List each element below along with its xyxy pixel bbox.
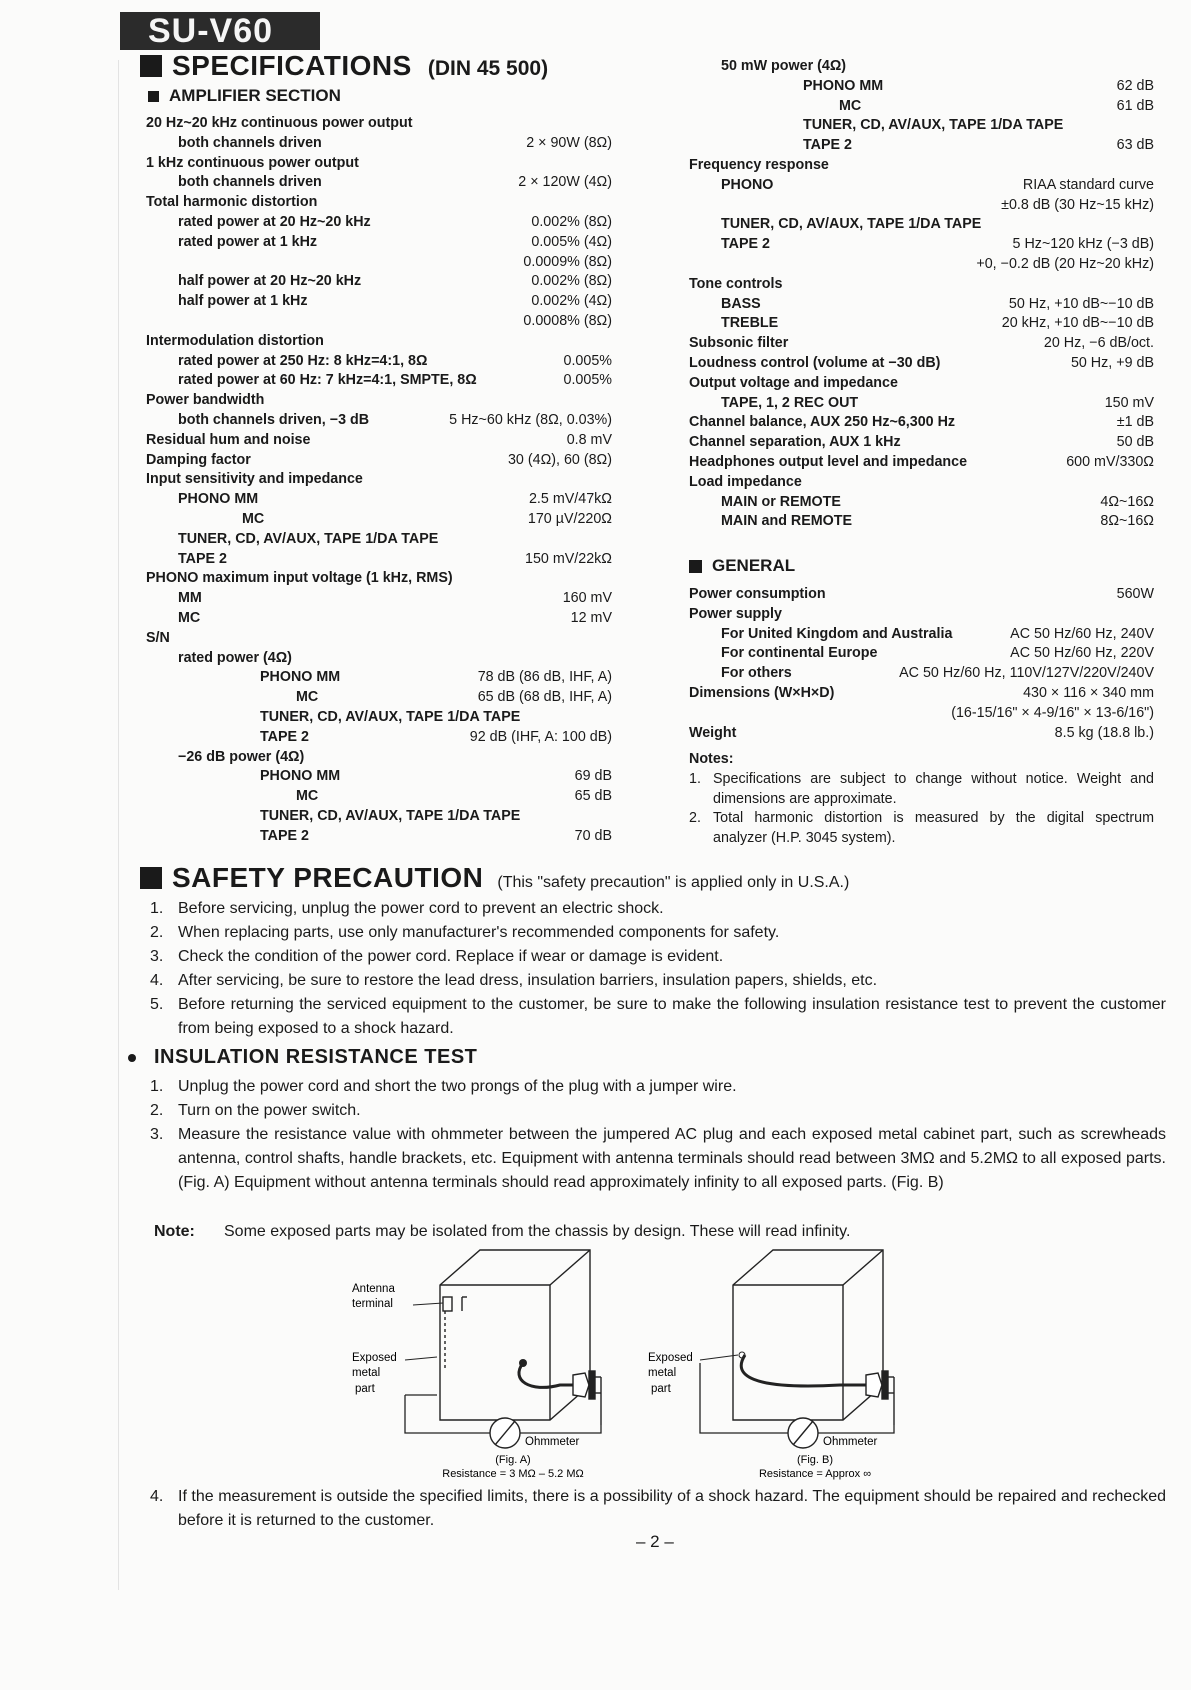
spec-label: TUNER, CD, AV/AUX, TAPE 1/DA TAPE [260,708,521,725]
spec-label: PHONO MM [803,77,884,94]
item-number: 2. [689,810,701,827]
item-number: 1. [689,770,701,787]
item-text: Specifications are subject to change without notice. Weight and dimensions are approximate. [713,770,1154,807]
spec-label: Intermodulation distortion [146,332,324,349]
note-text: Some exposed parts may be isolated from the chassis by design. These will read infinity. [224,1223,851,1240]
power-cord [741,1355,868,1386]
spec-label [146,253,178,273]
spec-row [146,569,612,589]
spec-label: TUNER, CD, AV/AUX, TAPE 1/DA TAPE [178,530,439,547]
ohmmeter-label: Ohmmeter [525,1436,580,1448]
general-spec-list [689,585,1154,743]
spec-label: MAIN or REMOTE [721,493,841,510]
spec-value: 160 mV [562,590,612,607]
note-line [154,1220,1166,1244]
item-text: Unplug the power cord and short the two prongs of the plug with a jumper wire. [178,1078,737,1095]
spec-row [146,629,612,649]
spec-row [146,589,612,609]
spec-value: 70 dB [574,827,612,844]
spec-row [146,154,612,174]
spec-value: 430 × 116 × 340 mm [1023,684,1154,701]
spec-label: MC [296,689,319,706]
spec-row [689,196,1154,216]
spec-row [689,493,1154,513]
spec-label: Tone controls [689,275,783,292]
specifications-title: SPECIFICATIONS [172,50,412,81]
spec-label: both channels driven, −3 dB [178,411,370,428]
spec-row [689,295,1154,315]
spec-row [146,510,612,530]
specifications-heading [140,50,548,82]
exposed-label-3: part [355,1383,375,1395]
spec-label: Headphones output level and impedance [689,453,968,470]
spec-label: TUNER, CD, AV/AUX, TAPE 1/DA TAPE [260,807,521,824]
spec-label: 50 mW power (4Ω) [721,58,847,74]
amplifier-section-heading [148,86,341,106]
numbered-item [150,1485,1166,1533]
spec-value: 50 Hz, +9 dB [1070,354,1154,371]
spec-row [689,394,1154,414]
spec-label: rated power at 20 Hz~20 kHz [178,213,371,230]
power-cord [519,1363,575,1387]
item-text: Total harmonic distortion is measured by the digital spectrum analyzer (H.P. 3045 system). [713,810,1154,847]
spec-value: 92 dB (IHF, A: 100 dB) [469,728,612,745]
item-number: 4. [150,1488,164,1505]
exposed-label-2: metal [648,1367,677,1379]
spec-label [689,196,721,216]
spec-row [146,649,612,669]
spec-label: PHONO [721,176,774,193]
spec-row [689,512,1154,532]
figure-b-resistance: Resistance = Approx ∞ [758,1468,872,1480]
spec-row [689,97,1154,117]
notes-block [689,750,1154,849]
spec-row [146,767,612,787]
spec-row [146,688,612,708]
figure-b-diagram [640,1245,930,1480]
spec-row [146,312,612,332]
spec-label: Output voltage and impedance [689,374,898,391]
item-number: 2. [150,924,164,941]
notes-list [689,770,1154,849]
exposed-leader [700,1355,738,1360]
spec-label: Load impedance [689,473,802,490]
spec-label: Power bandwidth [146,392,265,409]
spec-label: rated power at 60 Hz: 7 kHz=4:1, SMPTE, 8Ω [178,372,477,389]
spec-row [146,193,612,213]
numbered-item [150,945,1166,969]
item-number: 5. [150,996,164,1013]
bullet-icon [128,1054,136,1062]
amplifier-spec-list-continued [689,57,1154,532]
heading-square-icon [140,55,162,77]
heading-square-icon [148,91,159,102]
spec-label: TAPE, 1, 2 REC OUT [721,394,859,411]
spec-value: 12 mV [570,609,612,626]
spec-value: (16-15/16" × 4-9/16" × 13-6/16") [951,704,1154,721]
spec-row [689,704,1154,724]
spec-value: 65 dB (68 dB, IHF, A) [477,689,612,706]
spec-value: 2 × 120W (4Ω) [518,174,612,191]
item-number: 1. [150,1078,164,1095]
spec-row [689,334,1154,354]
spec-value: 0.0009% (8Ω) [523,253,612,270]
spec-label: MC [178,609,201,626]
ac-plug-icon [573,1371,601,1425]
item-number: 4. [150,972,164,989]
safety-heading [140,862,849,894]
spec-row [146,213,612,233]
item-text: Measure the resistance value with ohmmeter between the jumpered AC plug and each exposed metal cabinet part, such as screwheads antenna, control shafts, handle brackets, etc. Equipment with antenna terminals should read between 3MΩ and 5.2MΩ to all exposed parts. (Fig. A) Equipment without antenna terminals should read approximately infinity to all exposed parts. (Fig. B) [178,1126,1166,1191]
spec-row [689,354,1154,374]
spec-label: −26 dB power (4Ω) [178,748,305,765]
spec-label: S/N [146,629,170,646]
spec-row [689,176,1154,196]
spec-label: rated power at 250 Hz: 8 kHz=4:1, 8Ω [178,352,428,369]
spec-value: 78 dB (86 dB, IHF, A) [477,669,612,686]
ohmmeter-icon [490,1418,520,1448]
spec-value: ±1 dB [1116,414,1154,431]
numbered-item [150,921,1166,945]
spec-value: 150 mV [1104,394,1154,411]
spec-label: MC [242,510,265,527]
spec-label: PHONO MM [260,768,341,785]
item-text: When replacing parts, use only manufacturer's recommended components for safety. [178,924,780,941]
spec-label: TAPE 2 [721,236,770,253]
ohmmeter-icon [788,1418,818,1448]
spec-label: 1 kHz continuous power output [146,154,359,171]
safety-subtitle: (This "safety precaution" is applied only in U.S.A.) [497,874,850,891]
spec-row [689,453,1154,473]
spec-label: Total harmonic distortion [146,194,318,211]
insulation-test-title: INSULATION RESISTANCE TEST [154,1046,478,1068]
spec-row [146,233,612,253]
spec-label: TAPE 2 [803,137,852,154]
spec-value: 150 mV/22kΩ [525,550,612,567]
item-number: 3. [150,948,164,965]
spec-value: 0.0008% (8Ω) [523,312,612,329]
spec-label: For others [721,665,792,682]
spec-label: Channel separation, AUX 1 kHz [689,434,901,451]
spec-label: half power at 20 Hz~20 kHz [178,273,362,290]
exposed-label-1: Exposed [648,1352,693,1364]
spec-label: MC [839,97,862,114]
spec-row [689,413,1154,433]
insulation-test-heading [128,1046,477,1069]
spec-row [689,136,1154,156]
spec-value: AC 50 Hz/60 Hz, 110V/127V/220V/240V [899,665,1154,682]
numbered-item [150,1075,1166,1099]
cabinet-box-a [440,1250,590,1420]
spec-row [689,724,1154,744]
spec-label: BASS [721,295,761,312]
spec-row [689,156,1154,176]
spec-row [146,173,612,193]
spec-label: Loudness control (volume at −30 dB) [689,354,941,371]
spec-value: 560W [1116,586,1154,602]
spec-value: 69 dB [574,768,612,785]
item-number: 2. [150,1102,164,1119]
final-safety-item [150,1485,1166,1533]
spec-label: half power at 1 kHz [178,293,308,310]
item-text: If the measurement is outside the specified limits, there is a possibility of a shock hazard. The equipment should be repaired and rechecked before it is returned to the customer. [178,1488,1166,1529]
figure-a-resistance: Resistance = 3 MΩ – 5.2 MΩ [442,1468,584,1480]
spec-row [146,431,612,451]
general-heading [689,556,795,576]
spec-row [689,77,1154,97]
general-title: GENERAL [712,556,796,575]
spec-value: 8Ω~16Ω [1100,513,1154,530]
numbered-item [150,993,1166,1041]
spec-row [146,470,612,490]
exposed-label-3: part [651,1383,671,1395]
spec-value: 5 Hz~60 kHz (8Ω, 0.03%) [449,411,612,428]
amplifier-section-title: AMPLIFIER SECTION [169,86,341,105]
spec-row [146,134,612,154]
spec-label: 20 Hz~20 kHz continuous power output [146,115,413,131]
spec-row [689,215,1154,235]
spec-label: TAPE 2 [260,728,309,745]
numbered-item [150,1099,1166,1123]
spec-label: For continental Europe [721,645,878,662]
spec-label: rated power (4Ω) [178,649,292,666]
spec-row [146,668,612,688]
item-text: Check the condition of the power cord. Replace if wear or damage is evident. [178,948,724,965]
spec-value: 63 dB [1116,137,1154,154]
spec-row [689,314,1154,334]
spec-row [146,451,612,471]
spec-value: RIAA standard curve [1022,176,1154,193]
spec-row [689,235,1154,255]
spec-value: 2 × 90W (8Ω) [526,134,612,151]
spec-value: 0.8 mV [566,431,612,448]
spec-row [146,728,612,748]
spec-row [146,827,612,847]
spec-value: 2.5 mV/47kΩ [528,491,612,508]
item-text: Before servicing, unplug the power cord to prevent an electric shock. [178,900,664,917]
heading-square-icon [140,867,162,889]
spec-row [146,352,612,372]
spec-label: Channel balance, AUX 250 Hz~6,300 Hz [689,414,956,431]
spec-row [146,708,612,728]
spec-row [689,57,1154,77]
spec-label: For United Kingdom and Australia [721,625,953,642]
numbered-item [150,969,1166,993]
spec-label: PHONO MM [260,669,341,686]
spec-label: Residual hum and noise [146,431,311,448]
spec-label: both channels driven [178,134,322,151]
figure-a-diagram [345,1245,635,1480]
notes-heading: Notes: [689,751,734,767]
spec-row [146,490,612,510]
spec-row [689,433,1154,453]
spec-label: rated power at 1 kHz [178,233,318,250]
spec-value: 170 µV/220Ω [527,510,612,527]
numbered-item [150,1123,1166,1195]
spec-label: Dimensions (W×H×D) [689,684,835,701]
spec-label: Subsonic filter [689,335,789,352]
spec-value: ±0.8 dB (30 Hz~15 kHz) [1001,196,1154,213]
model-badge: SU-V60 [120,12,320,50]
heading-square-icon [689,560,702,573]
spec-label: TUNER, CD, AV/AUX, TAPE 1/DA TAPE [721,216,982,233]
spec-value: 4Ω~16Ω [1100,493,1154,510]
spec-label: MC [296,788,319,805]
spec-row [689,605,1154,625]
antenna-label-2: terminal [352,1298,393,1310]
spec-row [146,114,612,134]
spec-label: TUNER, CD, AV/AUX, TAPE 1/DA TAPE [803,117,1064,134]
spec-value: 0.002% (8Ω) [531,213,612,230]
spec-row [689,684,1154,704]
spec-row [689,585,1154,605]
figure-b-caption: (Fig. B) [796,1454,834,1466]
numbered-item [689,809,1154,849]
spec-value: 600 mV/330Ω [1066,453,1154,470]
spec-value: 0.002% (8Ω) [531,273,612,290]
spec-value: 65 dB [574,788,612,805]
item-number: 3. [150,1126,164,1143]
spec-row [689,664,1154,684]
spec-value: +0, −0.2 dB (20 Hz~20 kHz) [976,255,1154,272]
spec-row [689,644,1154,664]
note-label: Note: [154,1223,195,1240]
spec-label: TAPE 2 [260,827,309,844]
spec-row [146,748,612,768]
spec-value: 0.005% [563,352,612,369]
spec-row [689,275,1154,295]
spec-label [689,255,721,275]
spec-row [146,411,612,431]
spec-label: Damping factor [146,451,251,468]
item-text: Before returning the serviced equipment to the customer, be sure to make the following insulation resistance test to prevent the customer from being exposed to a shock hazard. [178,996,1166,1037]
spec-row [689,116,1154,136]
spec-label: MM [178,590,202,607]
ac-plug-icon [866,1371,894,1425]
spec-row [146,253,612,273]
spec-row [146,292,612,312]
spec-row [146,391,612,411]
insulation-test-list [150,1075,1166,1195]
safety-title: SAFETY PRECAUTION [172,862,484,893]
spec-row [146,332,612,352]
item-text: Turn on the power switch. [178,1102,361,1119]
spec-value: 20 Hz, −6 dB/oct. [1043,335,1154,352]
spec-value: 0.005% [563,372,612,389]
antenna-terminal-icon [443,1297,467,1370]
spec-row [689,625,1154,645]
spec-row [146,807,612,827]
antenna-label-1: Antenna [352,1283,395,1295]
spec-label: Input sensitivity and impedance [146,471,363,488]
spec-label [146,312,178,332]
spec-value: 0.002% (4Ω) [531,293,612,310]
spec-row [689,473,1154,493]
spec-row [146,530,612,550]
spec-label: Power consumption [689,586,826,602]
spec-row [146,272,612,292]
spec-row [146,550,612,570]
numbered-item [150,897,1166,921]
spec-label: Power supply [689,605,782,622]
spec-row [146,787,612,807]
ohmmeter-label: Ohmmeter [823,1436,878,1448]
safety-list [150,897,1166,1041]
cabinet-box-b [733,1250,883,1420]
spec-label: Weight [689,724,737,741]
spec-row [146,609,612,629]
spec-label: Frequency response [689,156,829,173]
spec-value: 62 dB [1116,77,1154,94]
antenna-leader [413,1303,443,1305]
spec-row [146,371,612,391]
exposed-label-2: metal [352,1367,381,1379]
item-number: 1. [150,900,164,917]
exposed-label-1: Exposed [352,1352,397,1364]
spec-value: 50 Hz, +10 dB~−10 dB [1008,295,1154,312]
spec-value: 30 (4Ω), 60 (8Ω) [507,451,612,468]
spec-label: both channels driven [178,174,322,191]
exposed-leader [405,1357,437,1360]
spec-label: PHONO maximum input voltage (1 kHz, RMS) [146,570,453,587]
spec-value: AC 50 Hz/60 Hz, 240V [1010,625,1154,642]
spec-row [689,255,1154,275]
spec-value: 0.005% (4Ω) [531,233,612,250]
spec-value: AC 50 Hz/60 Hz, 220V [1010,645,1154,662]
din-standard: (DIN 45 500) [427,57,549,80]
spec-value: 20 kHz, +10 dB~−10 dB [1001,315,1154,332]
spec-label: TREBLE [721,315,779,332]
spec-value: 5 Hz~120 kHz (−3 dB) [1012,236,1154,253]
figure-a-caption: (Fig. A) [495,1454,531,1466]
spec-label: TAPE 2 [178,550,227,567]
spec-label: MAIN and REMOTE [721,513,853,530]
numbered-item [689,770,1154,810]
page-number: – 2 – [636,1532,674,1551]
item-text: After servicing, be sure to restore the lead dress, insulation barriers, insulation papers, shields, etc. [178,972,878,989]
spec-value: 50 dB [1116,434,1154,451]
spec-value: 8.5 kg (18.8 lb.) [1054,724,1154,741]
spec-value: 61 dB [1116,97,1154,114]
amplifier-spec-list [146,114,612,846]
spec-label: PHONO MM [178,491,259,508]
page-edge-mark [118,60,119,1590]
spec-row [689,374,1154,394]
